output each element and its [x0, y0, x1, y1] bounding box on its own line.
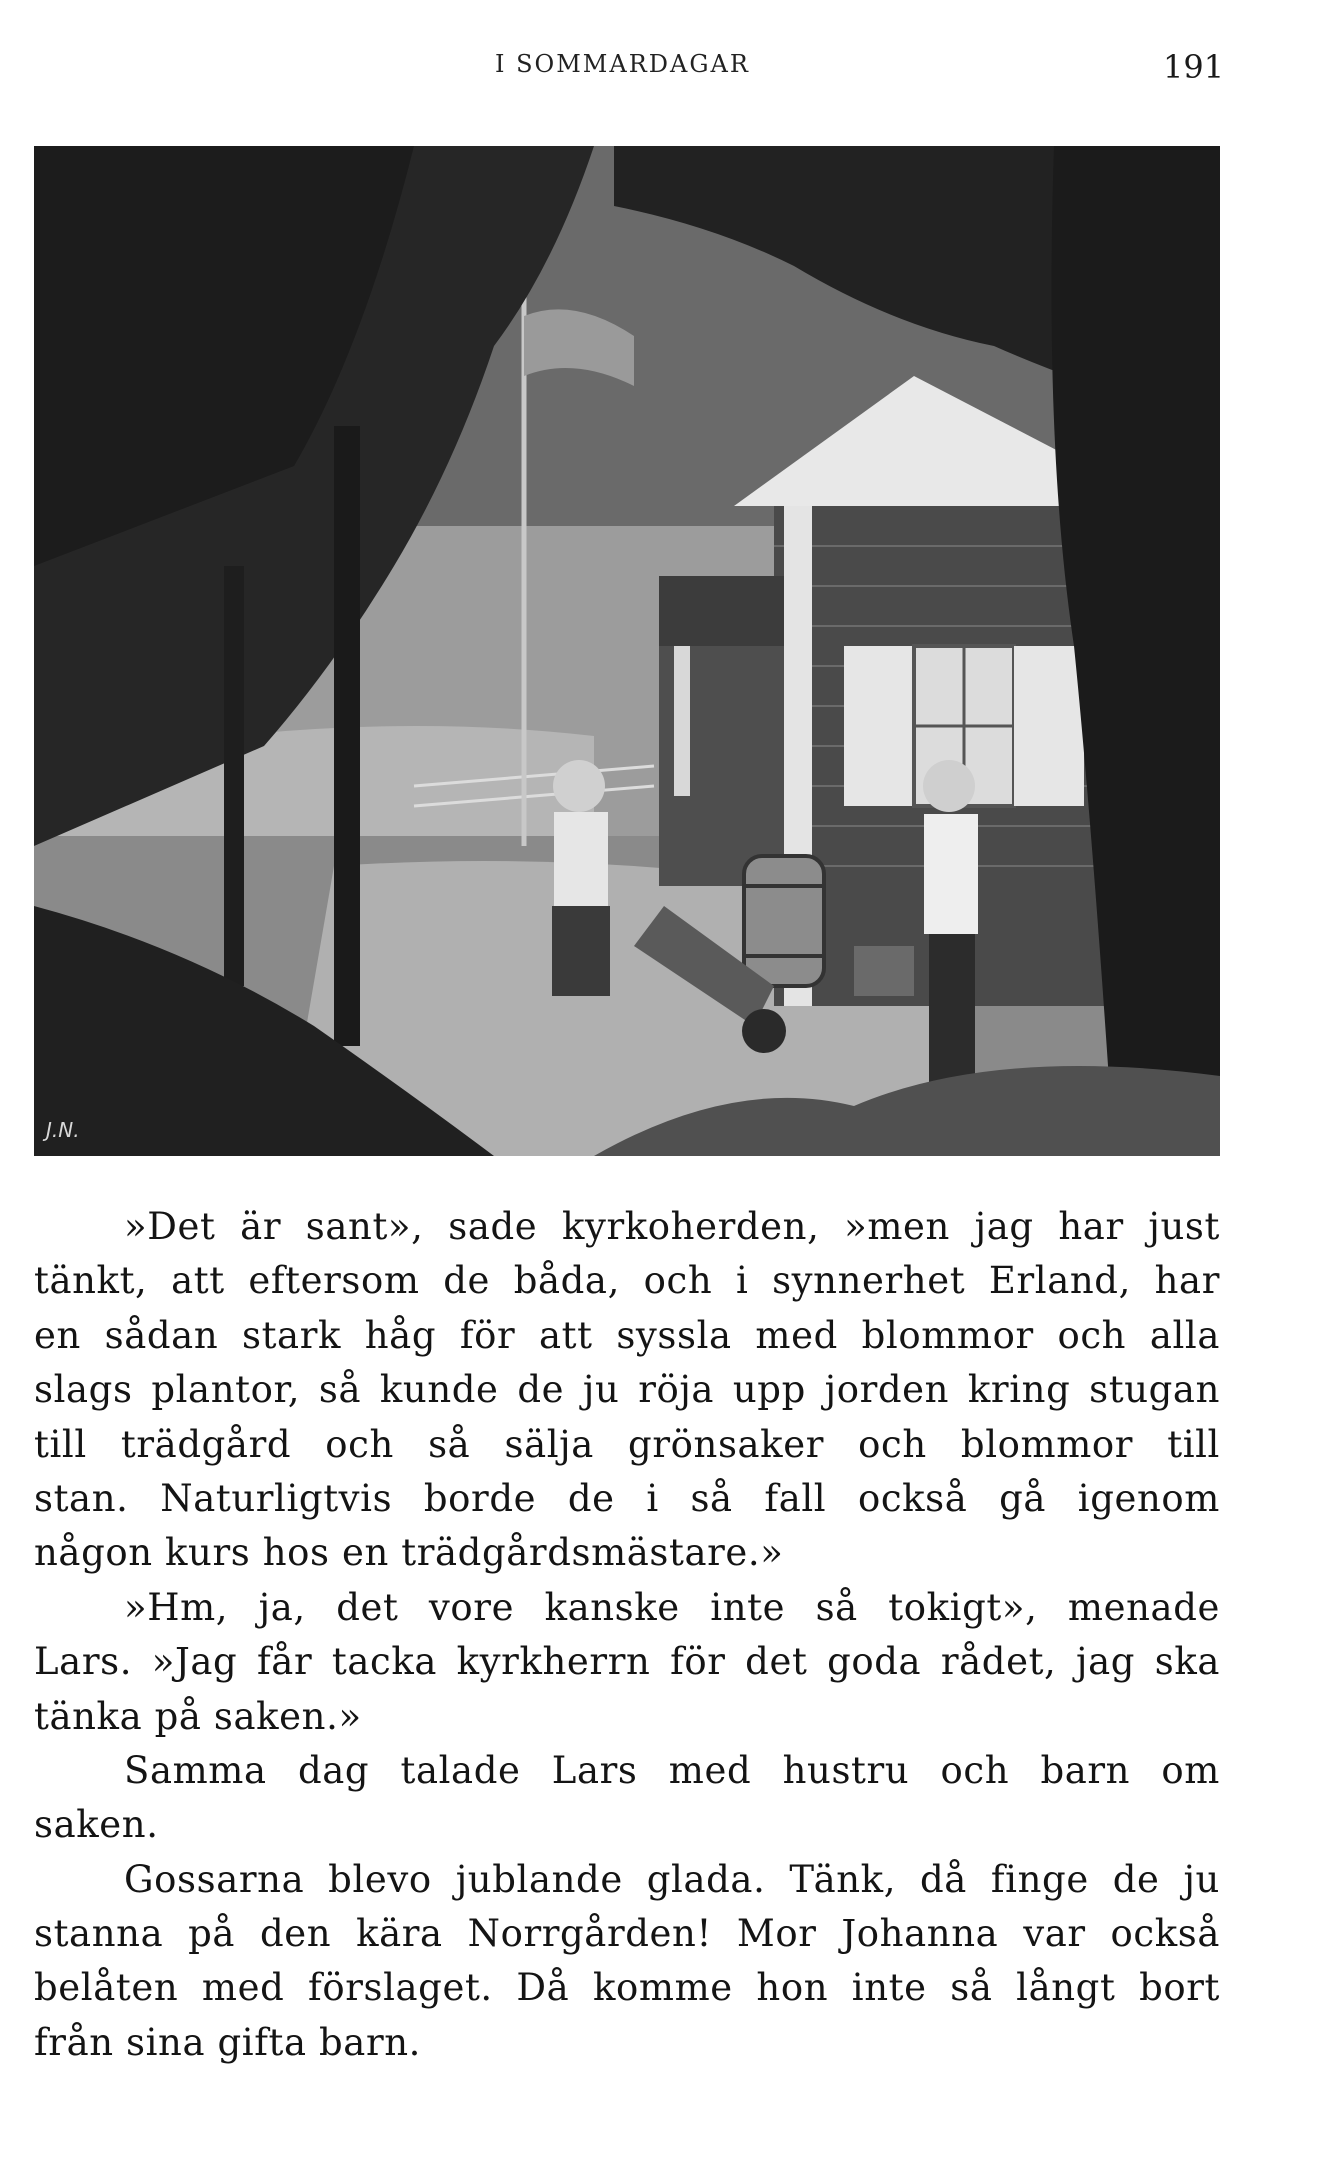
garden-illustration — [34, 146, 1220, 1156]
page-number: 191 — [1163, 48, 1225, 86]
text-line: en sådan stark håg för att syssla med blommor och alla — [34, 1313, 1220, 1357]
text-line: belåten med förslaget. Då komme hon inte så långt bort — [34, 1966, 1220, 2010]
text-line: tänkt, att eftersom de båda, och i synnerhet Erland, har — [34, 1259, 1220, 1303]
text-line: »Det är sant», sade kyrkoherden, »men jag har just — [124, 1205, 1220, 1248]
boy-left — [552, 760, 610, 996]
text-line: någon kurs hos en trädgårdsmästare.» — [34, 1531, 784, 1575]
illustration-drawing — [34, 146, 1220, 1156]
text-line: stan. Naturligtvis borde de i så fall också gå igenom — [34, 1476, 1220, 1520]
running-title: I SOMMARDAGAR — [495, 50, 750, 78]
text-line: »Hm, ja, det vore kanske inte så tokigt», menade — [124, 1585, 1220, 1629]
text-line: Samma dag talade Lars med hustru och barn om — [124, 1748, 1220, 1792]
text-line: tänka på saken.» — [34, 1694, 362, 1738]
text-line: Lars. »Jag får tacka kyrkherrn för det goda rådet, jag ska — [34, 1640, 1220, 1684]
barrel — [744, 856, 824, 986]
artist-signature: J.N. — [46, 1118, 80, 1142]
body-text — [34, 1200, 1220, 2070]
running-header — [0, 48, 1340, 88]
text-line: Gossarna blevo jublande glada. Tänk, då finge de ju — [124, 1857, 1220, 1901]
text-line: slags plantor, så kunde de ju röja upp jorden kring stugan — [34, 1368, 1220, 1412]
text-line: stanna på den kära Norrgården! Mor Johanna var också — [34, 1912, 1220, 1956]
text-line: till trädgård och så sälja grönsaker och blommor till — [34, 1422, 1220, 1466]
text-line: från sina gifta barn. — [34, 2020, 422, 2064]
text-line: saken. — [34, 1803, 159, 1847]
